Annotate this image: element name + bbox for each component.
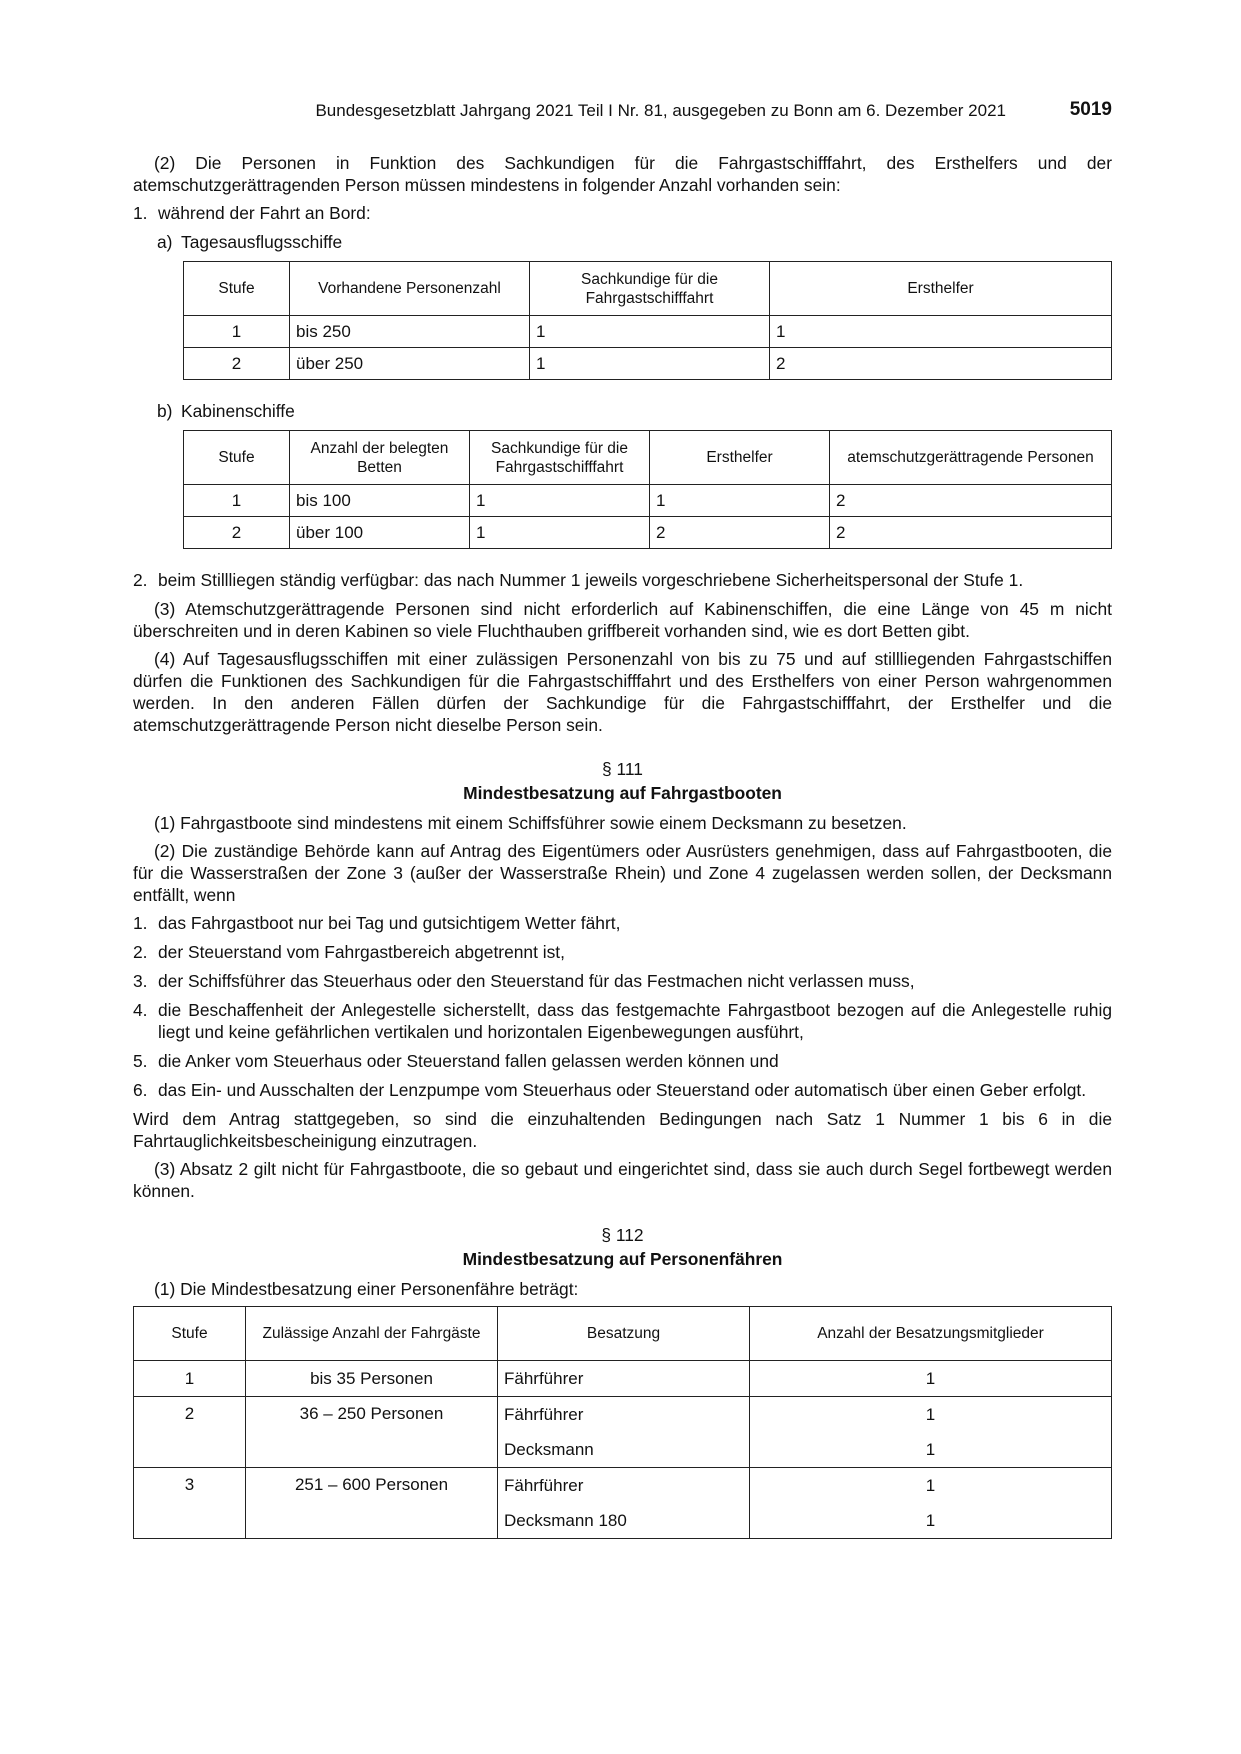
table-cell: Fährführer — [498, 1397, 750, 1433]
table-cell: 3 — [134, 1468, 246, 1539]
list-number: 3. — [133, 971, 148, 991]
list-item — [133, 1079, 1112, 1101]
list-number: 6. — [133, 1080, 148, 1100]
list-number: 1. — [133, 203, 148, 223]
table-cell: 1 — [184, 316, 290, 348]
table-cell: 2 — [134, 1397, 246, 1468]
table-cell: 1 — [470, 485, 650, 517]
table-cell: 1 — [134, 1361, 246, 1397]
list-item-2 — [133, 569, 1112, 591]
table-row — [134, 1397, 1112, 1433]
list-text: der Schiffsführer das Steuerhaus oder den Steuerstand für das Festmachen nicht verlassen muss, — [158, 971, 915, 991]
table-header-cell: Anzahl der belegten Betten — [290, 431, 470, 485]
table-row — [184, 348, 1112, 380]
table-cell: 1 — [770, 316, 1112, 348]
list-item — [133, 970, 1112, 992]
table-header-cell: Sachkundige für die Fahrgastschifffahrt — [530, 262, 770, 316]
section-111-after-list: Wird dem Antrag stattgegeben, so sind die einzuhaltenden Bedingungen nach Satz 1 Nummer 1 bis 6 in die Fahrtauglichkeitsbescheinigung einzutragen. — [133, 1109, 1112, 1151]
sub-text: Tagesausflugsschiffe — [181, 232, 343, 252]
table-header-cell: Vorhandene Personenzahl — [290, 262, 530, 316]
list-item-1 — [133, 202, 1112, 224]
header-title: Bundesgesetzblatt Jahrgang 2021 Teil I Nr. 81, ausgegeben zu Bonn am 6. Dezember 2021 — [315, 101, 1006, 120]
table-cell: 1 — [650, 485, 830, 517]
table-cell: Fährführer — [498, 1361, 750, 1397]
section-111-paragraph-1: (1) Fahrgastboote sind mindestens mit einem Schiffsführer sowie einem Decksmann zu besetzen. — [154, 813, 907, 833]
table-cell: Decksmann — [498, 1432, 750, 1468]
table-cell: 1 — [750, 1503, 1112, 1539]
section-111-paragraph-3: (3) Absatz 2 gilt nicht für Fahrgastboote, die so gebaut und eingerichtet sind, dass sie auch durch Segel fortbewegt werden können. — [133, 1159, 1112, 1201]
table-header-cell: Ersthelfer — [650, 431, 830, 485]
section-111-title: Mindestbesatzung auf Fahrgastbooten — [463, 783, 782, 803]
table-cell: 2 — [184, 348, 290, 380]
section-112-title: Mindestbesatzung auf Personenfähren — [462, 1249, 783, 1269]
table-header-cell: Stufe — [184, 262, 290, 316]
section-112-number: § 112 — [601, 1225, 644, 1245]
table-cell: 2 — [650, 517, 830, 549]
table-cell: bis 250 — [290, 316, 530, 348]
table-cell: 36 – 250 Personen — [246, 1397, 498, 1468]
paragraph-4: (4) Auf Tagesausflugsschiffen mit einer zulässigen Personenzahl von bis zu 75 und auf stillliegenden Fahrgastschiffen dürfen die Funktionen des Sachkundigen für die Fahrgastschifffahrt und des Ersthelfers von einer Person wahrgenommen werden. In den anderen Fällen dürfen der Sachkundige für die Fahrgastschifffahrt, der Ersthelfer und die atemschutzgerättragende Person nicht dieselbe Person sein. — [133, 649, 1112, 735]
paragraph-3: (3) Atemschutzgerättragende Personen sind nicht erforderlich auf Kabinenschiffen, die eine Länge von 45 m nicht überschreiten und in deren Kabinen so viele Fluchthauben griffbereit vorhanden sind, wie es dort Betten gibt. — [133, 599, 1112, 641]
table-cell: bis 100 — [290, 485, 470, 517]
table-cell: 2 — [830, 517, 1112, 549]
table-row — [184, 517, 1112, 549]
table-header-cell: Zulässige Anzahl der Fahrgäste — [246, 1307, 498, 1361]
table-cell: bis 35 Personen — [246, 1361, 498, 1397]
table-kabinenschiffe — [183, 430, 1112, 549]
page-number: 5019 — [1069, 99, 1112, 120]
page-header — [133, 101, 1112, 125]
sub-text: Kabinenschiffe — [181, 401, 295, 421]
list-text: beim Stillliegen ständig verfügbar: das nach Nummer 1 jeweils vorgeschriebene Sicherheitspersonal der Stufe 1. — [158, 570, 1024, 590]
sub-letter: b) — [157, 401, 173, 421]
list-item — [133, 912, 1112, 934]
list-number: 1. — [133, 913, 148, 933]
table-cell: Decksmann 180 — [498, 1503, 750, 1539]
table-row — [184, 485, 1112, 517]
table-cell: 1 — [530, 348, 770, 380]
list-item — [133, 999, 1112, 1043]
table-cell: Fährführer — [498, 1468, 750, 1504]
page-content — [133, 152, 1112, 1539]
list-number: 5. — [133, 1051, 148, 1071]
list-number: 2. — [133, 570, 148, 590]
table-row — [134, 1361, 1112, 1397]
table-cell: 2 — [770, 348, 1112, 380]
table-header-cell: Ersthelfer — [770, 262, 1112, 316]
list-text: das Fahrgastboot nur bei Tag und gutsichtigem Wetter fährt, — [158, 913, 621, 933]
table-header-cell: Besatzung — [498, 1307, 750, 1361]
table-cell: 1 — [530, 316, 770, 348]
section-111-paragraph-2: (2) Die zuständige Behörde kann auf Antrag des Eigentümers oder Ausrüsters genehmigen, dass auf Fahrgastbooten, die für die Wasserstraßen der Zone 3 (außer der Wasserstraße Rhein) und Zone 4 zugelassen werden sollen, der Decksmann entfällt, wenn — [133, 841, 1112, 905]
sub-item-a — [157, 231, 1112, 253]
list-item — [133, 1050, 1112, 1072]
list-number: 2. — [133, 942, 148, 962]
list-text: die Beschaffenheit der Anlegestelle sicherstellt, dass das festgemachte Fahrgastboot bezogen auf die Anlegestelle ruhig liegt und keine gefährlichen vertikalen und horizontalen Eigenbewegungen ausführt, — [158, 1000, 1112, 1042]
list-item — [133, 941, 1112, 963]
table-header-row — [134, 1307, 1112, 1361]
table-cell: 1 — [470, 517, 650, 549]
table-tagesausflugsschiffe — [183, 261, 1112, 380]
list-text: die Anker vom Steuerhaus oder Steuerstand fallen gelassen werden können und — [158, 1051, 779, 1071]
list-text: der Steuerstand vom Fahrgastbereich abgetrennt ist, — [158, 942, 565, 962]
paragraph-2-intro: (2) Die Personen in Funktion des Sachkundigen für die Fahrgastschifffahrt, des Ersthelfers und der atemschutzgerättragenden Person müssen mindestens in folgender Anzahl vorhanden sein: — [133, 153, 1112, 195]
list-text: während der Fahrt an Bord: — [158, 203, 371, 223]
table-header-cell: Sachkundige für die Fahrgastschifffahrt — [470, 431, 650, 485]
table-header-cell: Anzahl der Besatzungsmitglieder — [750, 1307, 1112, 1361]
table-cell: 251 – 600 Personen — [246, 1468, 498, 1539]
table-header-cell: Stufe — [184, 431, 290, 485]
list-text: das Ein- und Ausschalten der Lenzpumpe vom Steuerhaus oder Steuerstand oder automatisch über einen Geber erfolgt. — [158, 1080, 1087, 1100]
table-header-cell: Stufe — [134, 1307, 246, 1361]
table-personenfaehren — [133, 1306, 1112, 1539]
table-cell: 1 — [184, 485, 290, 517]
section-111-number: § 111 — [602, 759, 643, 779]
table-cell: über 100 — [290, 517, 470, 549]
table-cell: über 250 — [290, 348, 530, 380]
table-cell: 1 — [750, 1361, 1112, 1397]
table-cell: 2 — [830, 485, 1112, 517]
section-112-paragraph-1: (1) Die Mindestbesatzung einer Personenfähre beträgt: — [154, 1279, 579, 1299]
table-row — [184, 316, 1112, 348]
table-cell: 1 — [750, 1397, 1112, 1433]
table-cell: 2 — [184, 517, 290, 549]
sub-item-b — [157, 400, 1112, 422]
sub-letter: a) — [157, 232, 173, 252]
table-cell: 1 — [750, 1468, 1112, 1504]
table-header-cell: atemschutzgerättragende Personen — [830, 431, 1112, 485]
table-header-row — [184, 262, 1112, 316]
table-row — [134, 1468, 1112, 1504]
table-cell: 1 — [750, 1432, 1112, 1468]
list-number: 4. — [133, 1000, 148, 1020]
table-header-row — [184, 431, 1112, 485]
